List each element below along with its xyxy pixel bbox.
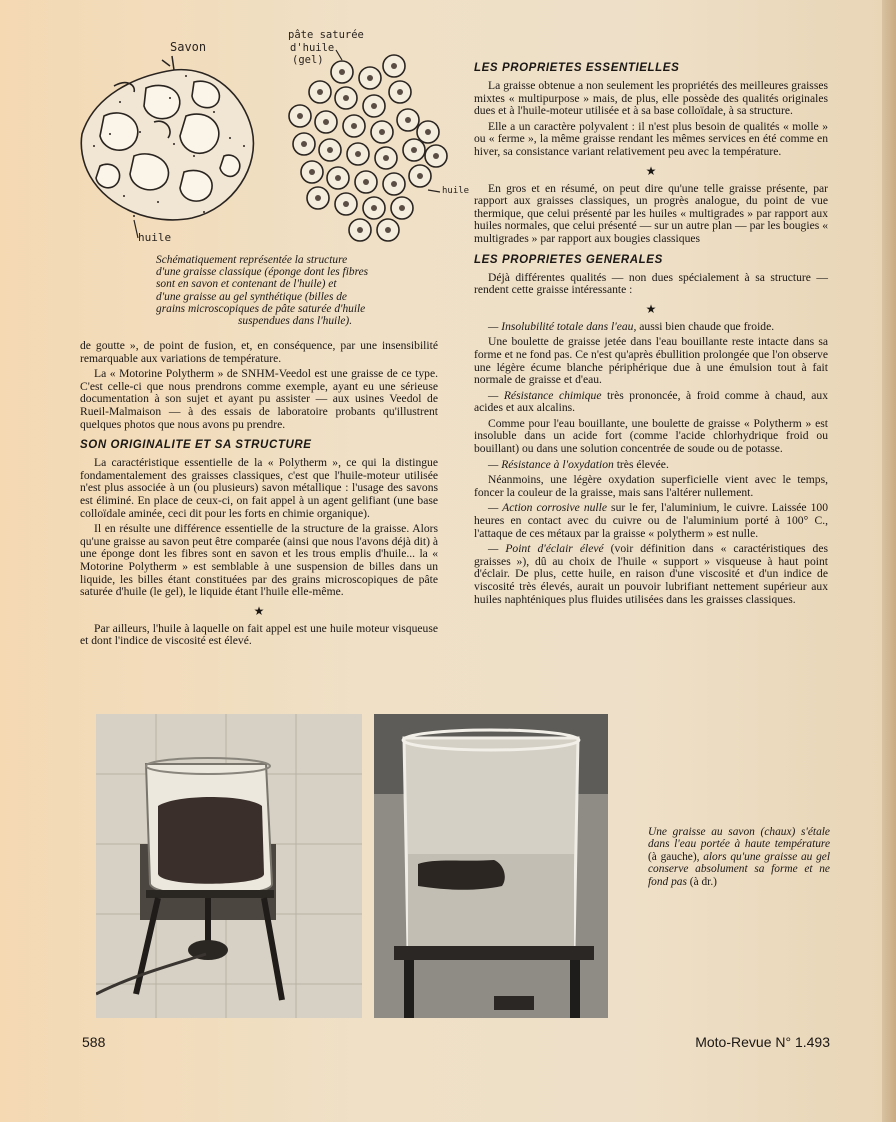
section-heading: SON ORIGINALITE ET SA STRUCTURE	[80, 439, 312, 452]
property-text: (voir définition dans « caractéristiques des graisses »), dû au choix de l'huile « support » visqueuse à haut point d'éclair. De plus, cette huile, en raison d'une viscosité et d'un indice de viscosité très élevés, aurait un pouvoir lubrifiant nettement supérieur aux huiles naphténiques plus fluides utilisées dans les graisses classiques.	[474, 542, 829, 606]
paragraph	[474, 390, 828, 415]
photo-soap-grease-beaker	[96, 714, 362, 1018]
paragraph: Elle a un caractère polyvalent : il n'est plus besoin de qualités « molle » ou « ferme », la même graisse rendant les mêmes services en été comme en hiver, sa consistance variant relativement peu avec la température.	[474, 119, 828, 158]
separator-star: ★	[645, 163, 657, 178]
caption-line: d'une graisse au gel synthétique (billes de	[156, 290, 347, 303]
property-text: très élevée.	[613, 457, 669, 471]
paragraph: La caractéristique essentielle de la « Polytherm », ce qui la distingue fondamentalement des graisses classiques, c'est que l'huile-moteur utilisée n'est plus associée à un (ou plusieurs) savon métallique : l'usage des savons est éliminé. En place de ceux-ci, on fait appel à un agent gelifiant (une base colloïdale aminée, ceci dit pour les forts en chimie organique).	[80, 456, 438, 520]
property-title: — Insolubilité totale dans l'eau,	[488, 319, 637, 333]
label-pate-3: (gel)	[292, 54, 324, 66]
structure-drawing	[74, 26, 464, 252]
photo-caption-text: , alors qu'une graisse au gel conserve absolument sa forme et ne fond pas	[648, 850, 830, 888]
paragraph: Par ailleurs, l'huile à laquelle on fait appel est une huile moteur visqueuse et dont l'indice de viscosité est élevé.	[80, 621, 438, 648]
property-title: — Point d'éclair élevé	[488, 542, 604, 556]
left-column	[80, 340, 438, 651]
caption-line: suspendues dans l'huile).	[237, 315, 353, 328]
sponge-structure	[81, 70, 253, 220]
label-huile-right: huile	[442, 186, 470, 196]
property-text: très prononcée, à froid comme à chaud, aux acides et aux alcalins.	[474, 388, 828, 415]
caption-line: grains microscopiques de pâte saturée d'huile	[156, 302, 366, 315]
pate-pointer	[336, 50, 342, 60]
savon-pointer	[162, 56, 174, 70]
label-pate-1: pâte saturée	[288, 29, 364, 41]
photo-caption	[648, 826, 830, 888]
paragraph: Il en résulte une différence essentielle de la structure de la graisse. Alors qu'une graisse au savon peut être comparée (ainsi que nous l'avons déjà dit) à une éponge dont les fibres sont en savon et les trous emplis d'huile... la « Motorine Polytherm » est semblable à une suspension de billes dans un liquide, les billes étant constituées par des grains microscopiques de pâte saturée d'huile (le gel), le liquide étant l'huile elle-même.	[80, 522, 438, 599]
separator-star: ★	[645, 301, 657, 316]
paragraph: Déjà différentes qualités — non dues spécialement à sa structure — rendent cette graisse intéressante :	[474, 270, 828, 297]
paragraph	[474, 321, 828, 334]
page-number: 588	[82, 1034, 106, 1050]
paragraph: En gros et en résumé, on peut dire qu'une telle graisse présente, par rapport aux graisses classiques, un progrès analogue, du point de vue thermique, que celui présenté par les huiles « multigrades » par rapport aux huiles normales, que celui présenté — sur un autre plan — par les bougies « multigrades » par rapport aux bougies classiques	[474, 181, 828, 245]
paragraph	[474, 459, 828, 472]
section-heading: LES PROPRIETES ESSENTIELLES	[474, 62, 680, 74]
property-title: — Résistance chimique	[488, 388, 602, 402]
photo-caption-text: Une graisse au savon (chaux) s'étale dans l'eau portée à haute température	[648, 826, 830, 851]
paragraph: La graisse obtenue a non seulement les propriétés des meilleures graisses mixtes « multipurpose » mais, de plus, elle possède des qualités originales dues et à l'huile-moteur utilisée et à sa base colloïdale, à sa structure.	[474, 79, 828, 118]
figure-caption	[156, 254, 434, 327]
huile-pointer-right	[428, 190, 440, 192]
caption-line: sont en savon et contenant de l'huile) et	[156, 278, 337, 291]
section-heading: LES PROPRIETES GENERALES	[474, 253, 663, 266]
magazine-issue: Moto-Revue N° 1.493	[695, 1034, 830, 1050]
photo-tank-drawing	[374, 714, 608, 1018]
paragraph	[474, 543, 828, 606]
paragraph: La « Motorine Polytherm » de SNHM-Veedol est une graisse de ce type. C'est celle-ci que nous prendrons comme exemple, ayant eu une sérieuse documentation à son sujet et ayant pu assister — aux usines Veedol de Rueil-Malmaison — à des essais de laboratoire probants qu'illustrent quelques photos que nous avons pu prendre.	[80, 367, 438, 431]
photo-caption-position: (à dr.)	[686, 875, 717, 888]
photo-gel-grease-tank	[374, 714, 608, 1018]
label-huile-left: huile	[138, 231, 172, 244]
paragraph: Néanmoins, une légère oxydation superficielle vient avec le temps, foncer la couleur de la graisse, mais sans l'altérer nullement.	[474, 473, 828, 499]
paragraph: Comme pour l'eau bouillante, une boulette de graisse « Polytherm » est insoluble dans un acide fort (comme l'acide chlorhydrique froid ou bouillant) ou dans une solution concentrée de soude ou de potasse.	[474, 416, 828, 456]
separator-star: ★	[253, 603, 265, 618]
label-pate-2: d'huile	[290, 42, 335, 54]
photo-beaker-drawing	[96, 714, 362, 1018]
caption-line: Schématiquement représentée la structure	[156, 254, 348, 266]
paragraph: de goutte », de point de fusion, et, en conséquence, par une insensibilité remarquable aux variations de température.	[80, 339, 438, 365]
page-edge	[882, 0, 896, 1122]
structure-illustration	[74, 26, 470, 252]
property-title: — Résistance à l'oxydation	[488, 457, 614, 471]
label-savon: Savon	[170, 40, 207, 54]
property-text: aussi bien chaude que froide.	[636, 319, 775, 333]
photo-caption-position: (à gauche)	[648, 850, 697, 863]
gel-beads	[289, 55, 447, 241]
right-column	[474, 62, 828, 609]
caption-line: d'une graisse classique (éponge dont les fibres	[156, 266, 369, 279]
property-text: sur le fer, l'aluminium, le cuivre. Laissée 100 heures en contact avec du cuivre ou de l'aluminium porté à 100° C., l'attaque de ces métaux par la graisse « polytherm » est nulle.	[474, 501, 828, 540]
property-title: — Action corrosive nulle	[488, 501, 608, 515]
paragraph	[474, 502, 828, 540]
paragraph: Une boulette de graisse jetée dans l'eau bouillante reste intacte dans sa forme et ne fond pas. Ce n'est qu'après ébullition prolongée que l'on observe une légère écume blanche périphérique due à une émulsion tout à fait normale de graisse et d'eau.	[474, 335, 828, 387]
